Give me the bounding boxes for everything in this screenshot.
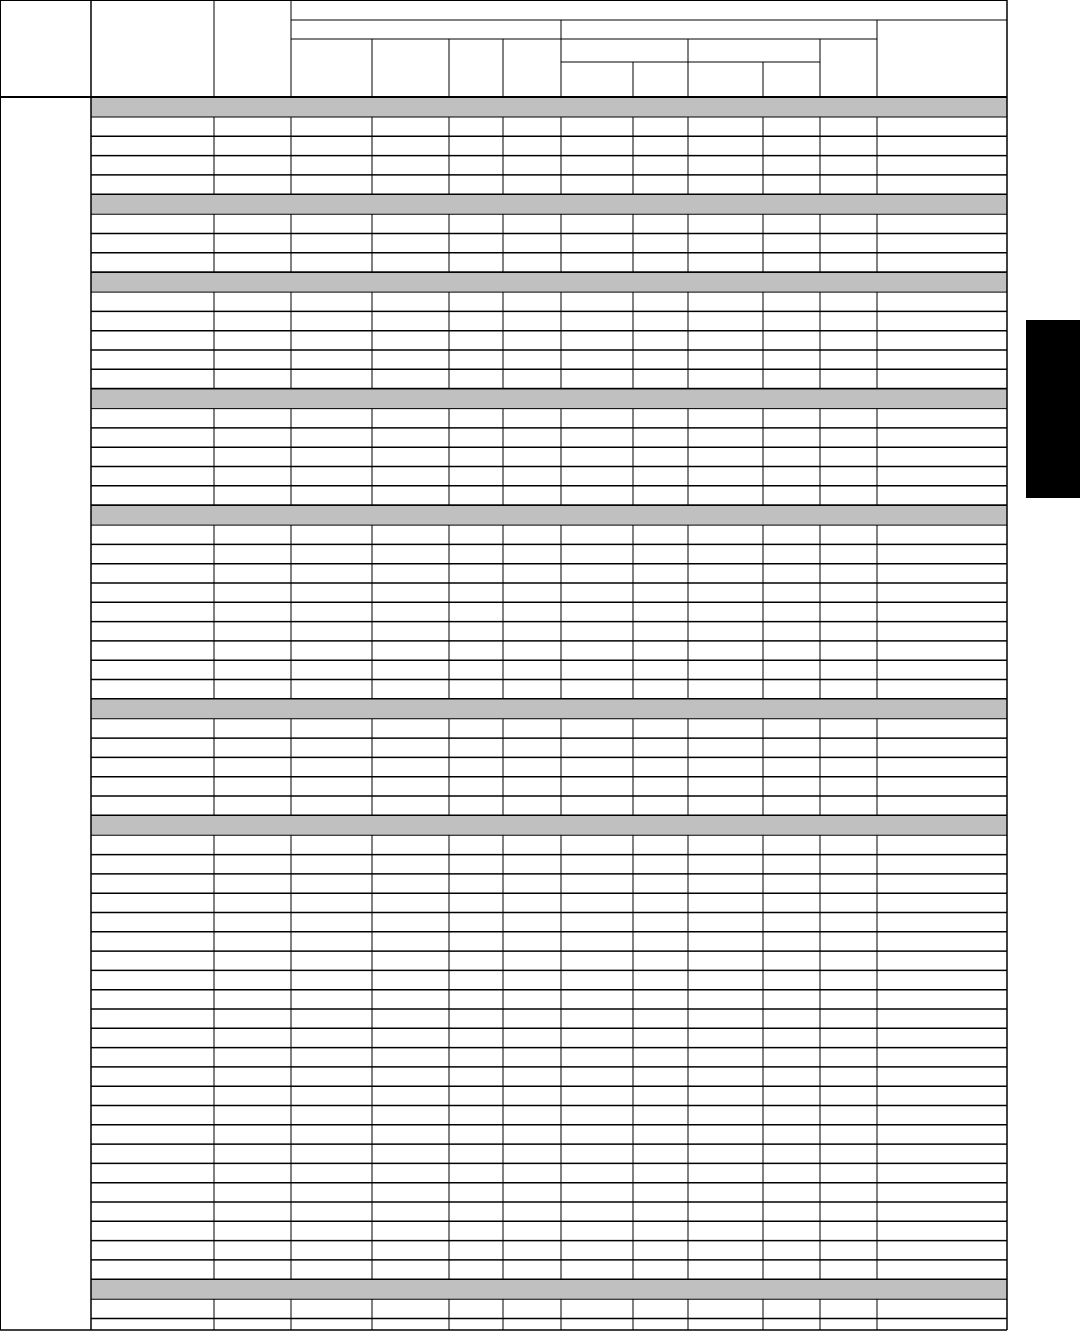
section-band [91,97,1007,117]
section-index-tab [1026,320,1080,498]
section-band [91,505,1007,525]
section-band [91,815,1007,835]
section-band [91,389,1007,409]
section-band [91,272,1007,292]
section-band [91,699,1007,719]
section-band [91,1279,1007,1299]
section-band [91,194,1007,214]
